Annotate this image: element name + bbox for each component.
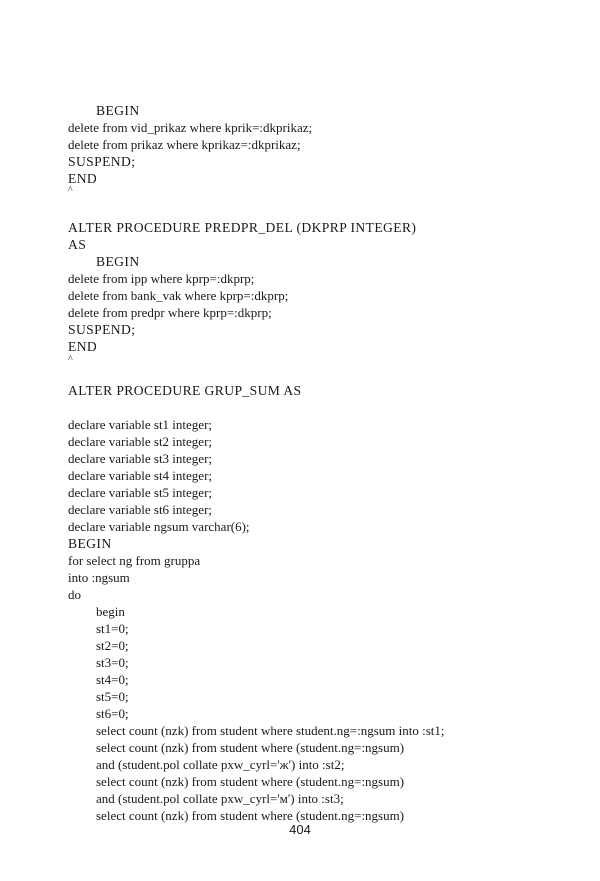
- code-line: delete from vid_prikaz where kprik=:dkprikaz;: [68, 120, 313, 135]
- code-line: delete from predpr where kprp=:dkprp;: [68, 305, 272, 320]
- code-line: SUSPEND;: [68, 322, 136, 337]
- code-line: END: [68, 339, 98, 354]
- code-line: declare variable st4 integer;: [68, 468, 213, 483]
- code-line: declare variable st3 integer;: [68, 451, 213, 466]
- code-line: begin: [96, 604, 125, 619]
- code-line: BEGIN: [96, 103, 140, 118]
- code-line: st1=0;: [96, 621, 129, 636]
- code-line: and (student.pol collate pxw_cyrl='ж') into :st2;: [96, 757, 345, 772]
- code-line: END: [68, 171, 98, 186]
- code-line: declare variable st6 integer;: [68, 502, 213, 517]
- code-line: select count (nzk) from student where (student.ng=:ngsum): [96, 774, 405, 789]
- code-line: st4=0;: [96, 672, 129, 687]
- code-line: BEGIN: [96, 254, 140, 269]
- code-line: ALTER PROCEDURE GRUP_SUM AS: [68, 383, 302, 398]
- page-number: 404: [289, 822, 311, 837]
- code-line: st2=0;: [96, 638, 129, 653]
- code-line: delete from ipp where kprp=:dkprp;: [68, 271, 255, 286]
- code-line: declare variable ngsum varchar(6);: [68, 519, 250, 534]
- code-line: delete from bank_vak where kprp=:dkprp;: [68, 288, 289, 303]
- code-line: declare variable st2 integer;: [68, 434, 213, 449]
- code-line: into :ngsum: [68, 570, 130, 585]
- code-line: declare variable st5 integer;: [68, 485, 213, 500]
- code-line: st3=0;: [96, 655, 129, 670]
- code-line: delete from prikaz where kprikaz=:dkprikaz;: [68, 137, 301, 152]
- code-line: st6=0;: [96, 706, 129, 721]
- code-line: for select ng from gruppa: [68, 553, 201, 568]
- caret-separator: ^: [68, 354, 73, 365]
- code-line: ALTER PROCEDURE PREDPR_DEL (DKPRP INTEGER): [68, 220, 417, 235]
- code-line: select count (nzk) from student where student.ng=:ngsum into :st1;: [96, 723, 445, 738]
- code-line: SUSPEND;: [68, 154, 136, 169]
- code-line: and (student.pol collate pxw_cyrl='м') into :st3;: [96, 791, 344, 806]
- code-line: AS: [68, 237, 87, 252]
- code-line: BEGIN: [68, 536, 112, 551]
- code-line: select count (nzk) from student where (student.ng=:ngsum): [96, 808, 405, 823]
- code-line: st5=0;: [96, 689, 129, 704]
- code-line: declare variable st1 integer;: [68, 417, 213, 432]
- caret-separator: ^: [68, 185, 73, 196]
- code-line: select count (nzk) from student where (student.ng=:ngsum): [96, 740, 405, 755]
- code-line: do: [68, 587, 81, 602]
